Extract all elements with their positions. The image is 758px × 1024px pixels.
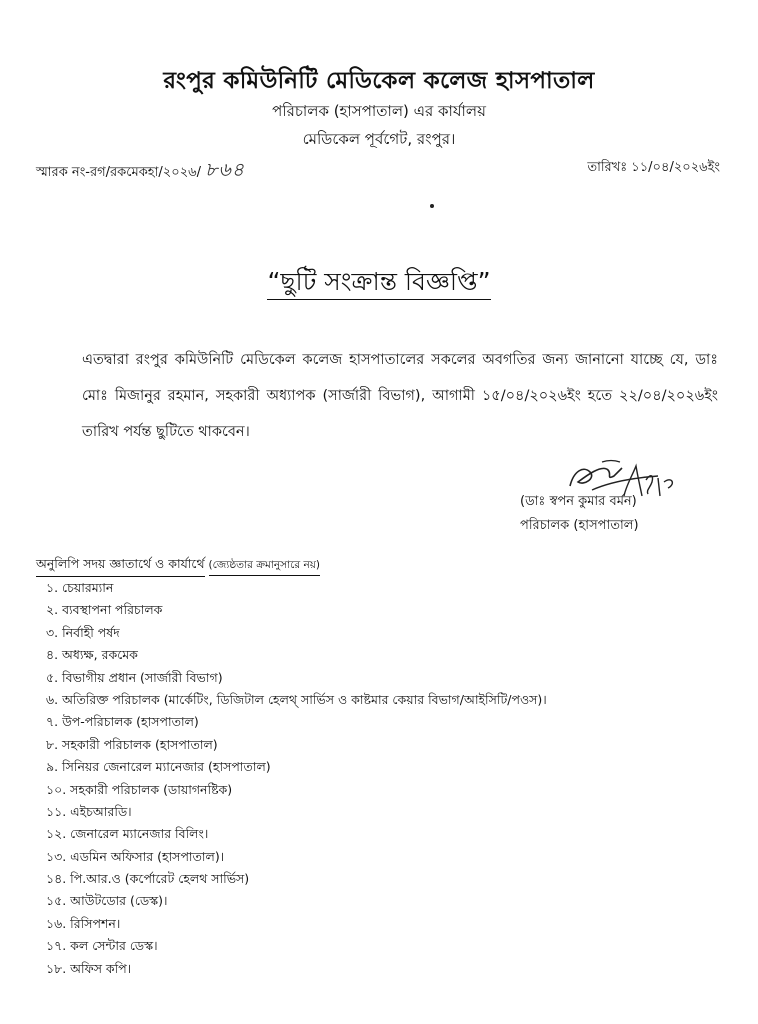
recipient-item: ১৮. অফিস কপি। [46,960,132,976]
recipient-item: ১৪. পি.আর.ও (কর্পোরেট হেলথ সার্ভিস) [46,871,250,887]
recipient-list [46,577,547,980]
recipient-item: ১৫. আউটডোর (ডেস্ক)। [46,893,168,909]
recipient-item: ৪. অধ্যক্ষ, রকমেক [46,647,138,663]
memo-date: তারিখঃ ১১/০৪/২০২৬ইং [587,160,720,175]
recipient-item: ১৩. এডমিন অফিসার (হাসপাতাল)। [46,848,225,864]
copy-heading-note: (জ্যেষ্ঠতার ক্রমানুসারে নয়) [209,558,320,576]
ink-dot [430,204,434,208]
recipient-item: ৮. সহকারী পরিচালক (হাসপাতাল) [46,736,218,752]
recipient-item: ১২. জেনারেল ম্যানেজার বিলিং। [46,826,209,842]
copy-heading [36,556,320,577]
recipient-item: ১৭. কল সেন্টার ডেস্ক। [46,938,158,954]
recipient-item: ১০. সহকারী পরিচালক (ডায়াগনষ্টিক) [46,781,233,797]
office-address: মেডিকেল পূর্বগেট, রংপুর। [302,130,456,148]
signatory-title: পরিচালক (হাসপাতাল) [520,518,639,533]
recipient-item: ৭. উপ-পরিচালক (হাসপাতাল) [46,714,199,730]
notice-body: এতদ্বারা রংপুর কমিউনিটি মেডিকেল কলেজ হাসপাতালের সকলের অবগতির জন্য জানানো যাচ্ছে যে, ডাঃ মোঃ মিজানুর রহমান, সহকারী অধ্যাপক (সার্জারী বিভাগ), আগামী ১৫/০৪/২০২৬ইং হতে ২২/০৪/২০২৬ইং তারিখ পর্যন্ত ছুটিতে থাকবেন। [82,352,718,440]
handwritten-memo-number: ৮৬৪ [204,159,245,181]
organization-name: রংপুর কমিউনিটি মেডিকেল কলেজ হাসপাতাল [163,68,595,94]
recipient-item: ৩. নির্বাহী পর্ষদ [46,624,120,640]
recipient-item: ৯. সিনিয়র জেনারেল ম্যানেজার (হাসপাতাল) [46,759,271,775]
notice-title [0,262,758,305]
office-name: পরিচালক (হাসপাতাল) এর কার্যালয় [272,102,486,120]
recipient-item: ২. ব্যবস্থাপনা পরিচালক [46,602,163,618]
signatory-name: (ডাঃ স্বপন কুমার বর্মন) [520,494,637,509]
memo-number [36,156,245,188]
recipient-item: ১১. এইচআরডি। [46,803,132,819]
recipient-item: ৬. অতিরিক্ত পরিচালক (মার্কেটিং, ডিজিটাল হেলথ্ সার্ভিস ও কাষ্টমার কেয়ার বিভাগ/আইসিটি/পওস)। [46,691,547,707]
recipient-item: ১. চেয়ারম্যান [46,580,114,595]
recipient-item: ৫. বিভাগীয় প্রধান (সার্জারী বিভাগ) [46,669,223,685]
copy-heading-text: অনুলিপি সদয় জ্ঞাতার্থে ও কার্যার্থে [36,556,205,577]
memo-prefix: স্মারক নং-রগ/রকমেকহা/২০২৬/ [36,165,201,180]
notice-title-text: “ছুটি সংক্রান্ত বিজ্ঞপ্তি” [267,267,490,300]
recipient-item: ১৬. রিসিপশন। [46,915,121,931]
